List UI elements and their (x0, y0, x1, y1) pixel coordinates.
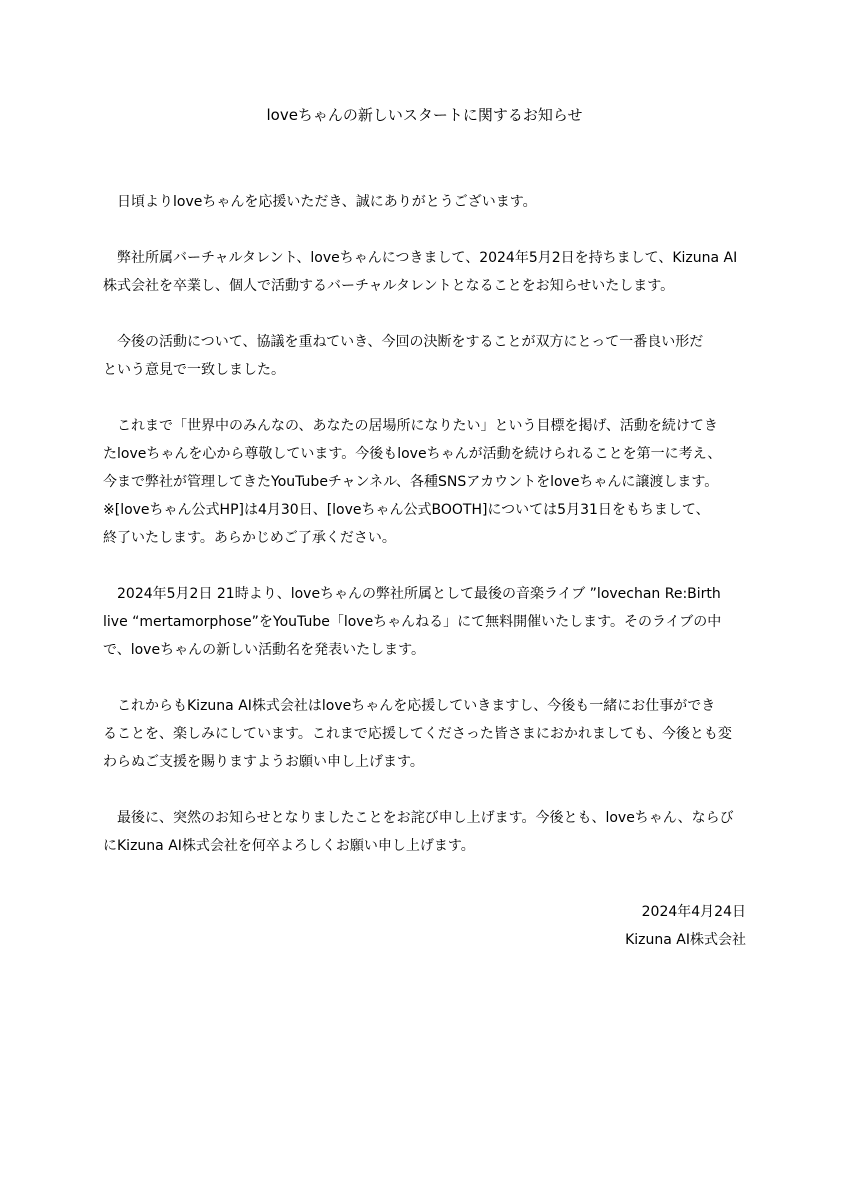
paragraph-line: live “mertamorphose”をYouTube「loveちゃんねる」にて無料開催いたします。そのライブの中 (103, 614, 722, 630)
paragraph-line: 最後に、突然のお知らせとなりましたことをお詫び申し上げます。今後とも、loveちゃん、ならび (117, 810, 734, 826)
paragraph-line: 2024年5月2日 21時より、loveちゃんの弊社所属として最後の音楽ライブ ”lovechan Re:Birth (117, 586, 721, 602)
signature-block (625, 898, 746, 954)
paragraph-line: 株式会社を卒業し、個人で活動するバーチャルタレントとなることをお知らせいたします。 (103, 278, 675, 294)
signature-date: 2024年4月24日 (641, 904, 746, 920)
document-title: loveちゃんの新しいスタートに関するお知らせ (266, 106, 583, 124)
paragraph-line: たloveちゃんを心から尊敬しています。今後もloveちゃんが活動を続けられることを第一に考え、 (103, 446, 722, 462)
paragraph-line: 今後の活動について、協議を重ねていき、今回の決断をすることが双方にとって一番良い形だ (117, 334, 704, 350)
paragraph-line: で、loveちゃんの新しい活動名を発表いたします。 (103, 642, 425, 658)
paragraph-support (103, 692, 753, 776)
paragraph-line: にKizuna AI株式会社を何卒よろしくお願い申し上げます。 (103, 838, 475, 854)
paragraph-line: これまで「世界中のみんなの、あなたの居場所になりたい」という目標を掲げ、活動を続けてき (117, 418, 718, 434)
paragraph-graduation (103, 244, 753, 300)
paragraph-line: 今まで弊社が管理してきたYouTubeチャンネル、各種SNSアカウントをloveちゃんに譲渡します。 (103, 474, 719, 490)
paragraph-line: 終了いたします。あらかじめご了承ください。 (103, 530, 396, 546)
paragraph-line: わらぬご支援を賜りますようお願い申し上げます。 (103, 754, 424, 770)
paragraph-greeting (103, 188, 753, 216)
paragraph-closing (103, 804, 753, 860)
signature-company: Kizuna AI株式会社 (625, 932, 746, 948)
paragraph-agreement (103, 328, 753, 384)
document-body (103, 188, 753, 888)
paragraph-line: という意見で一致しました。 (103, 362, 285, 378)
paragraph-line: ることを、楽しみにしています。これまで応援してくださった皆さまにおかれましても、今後とも変 (103, 726, 732, 742)
paragraph-line: 弊社所属バーチャルタレント、loveちゃんにつきまして、2024年5月2日を持ちまして、Kizuna AI (117, 250, 738, 266)
paragraph-live (103, 580, 753, 664)
paragraph-line: これからもKizuna AI株式会社はloveちゃんを応援していきますし、今後も一緒にお仕事ができ (117, 698, 716, 714)
paragraph-line: 日頃よりloveちゃんを応援いただき、誠にありがとうございます。 (117, 194, 537, 210)
paragraph-transfer (103, 412, 753, 552)
paragraph-line: ※[loveちゃん公式HP]は4月30日、[loveちゃん公式BOOTH]については5月31日をもちまして、 (103, 502, 710, 518)
